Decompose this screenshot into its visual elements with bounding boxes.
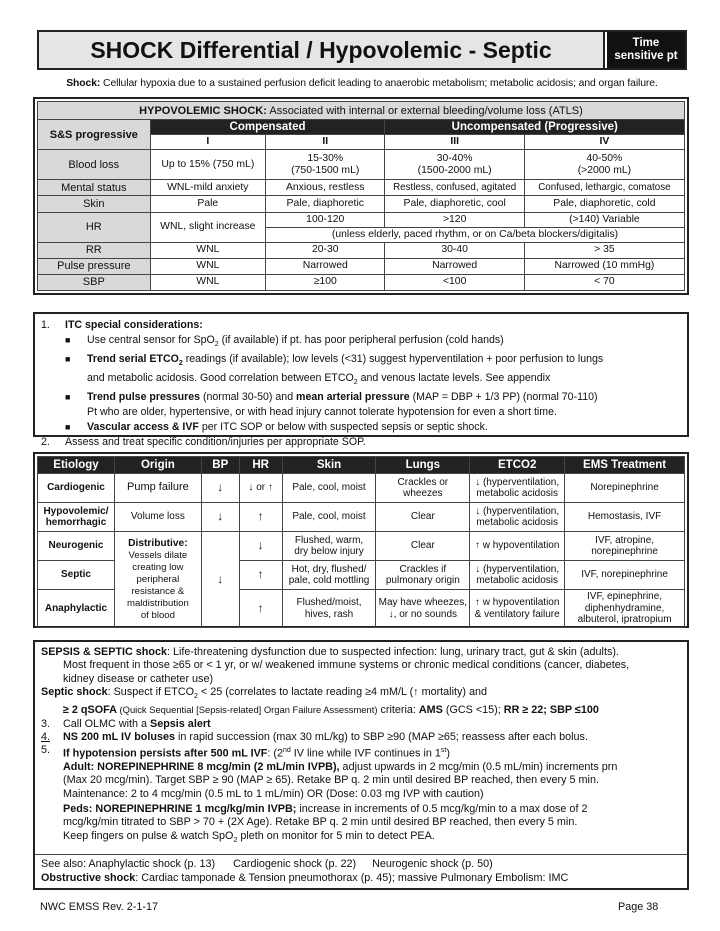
cell-line: Vessels dilate (128, 549, 188, 561)
superscript: nd (283, 747, 291, 755)
subscript: 2 (194, 693, 198, 701)
cell-line: Flushed, warm, (294, 534, 364, 546)
bold-span: Trend serial ETCO (87, 353, 179, 366)
ss-progressive-label: S&S progressive (38, 120, 151, 150)
table-cell: Pale, diaphoretic, cool (385, 196, 524, 212)
table-cell: (unless elderly, paced rhythm, or on Ca/beta blockers/digitalis) (266, 227, 685, 242)
cell-line: & ventilatory failure (474, 608, 560, 620)
etiology-section (33, 452, 689, 628)
see-also-anaphylactic: See also: Anaphylactic shock (p. 13) (41, 858, 216, 870)
bullet-continuation (41, 371, 681, 390)
bullet-continuation: Pt who are older, hypertensive, or with head injury cannot tolerate hypotension for even a short time. (87, 406, 557, 419)
col-header-etiology: Etiology (38, 457, 115, 474)
bullet-icon: ■ (65, 335, 71, 345)
cell-line: Hot, dry, flushed/ (291, 563, 367, 575)
table-cell: IVF, norepinephrine (565, 561, 685, 590)
table-cell (470, 561, 565, 590)
cell-line: metabolic acidosis (476, 517, 559, 528)
cell-line: 15-30% (307, 152, 344, 164)
table-cell: Norepinephrine (565, 474, 685, 503)
row-label-mental-status: Mental status (38, 180, 151, 196)
table-cell: Anxious, restless (266, 180, 385, 196)
bullet-item (41, 352, 681, 371)
see-also-neurogenic: Neurogenic shock (p. 50) (372, 858, 493, 870)
bold-span: RR ≥ 22; SBP ≤100 (503, 704, 599, 717)
table-cell: Confused, lethargic, comatose (524, 180, 684, 196)
sepsis-line: Most frequent in those ≥65 or < 1 yr, or w/ weakened immune systems or chronic medical conditions (cancer, diabetes, (63, 659, 630, 672)
bullet-icon: ■ (65, 422, 71, 433)
superscript: st (440, 747, 447, 755)
bold-span: Trend pulse pressures (87, 391, 201, 404)
compensated-header: Compensated (150, 120, 385, 135)
table-cell (470, 503, 565, 532)
table-cell (376, 474, 470, 503)
see-also-box (35, 854, 687, 888)
table-cell (385, 150, 524, 180)
cell-line: ↓ (hyperventilation, (475, 476, 560, 488)
bullet-item (41, 420, 681, 435)
etiology-hypovolemic (38, 503, 115, 532)
table-cell: ↓ (201, 474, 239, 503)
step-text (63, 744, 450, 761)
class-ii: II (266, 135, 385, 150)
cell-line: wheezes (403, 488, 443, 499)
adult-dose-line: (Max 20 mcg/min). Target SBP ≥ 90 (MAP ≥ 65). Retake BP q. 2 min until desired BP reached, then every 5 min. (63, 774, 599, 787)
subscript: 2 (178, 360, 183, 368)
cell-line: (>2000 mL) (577, 164, 632, 176)
cell-line: norepinephrine (591, 546, 658, 557)
col-header-ems-treatment: EMS Treatment (565, 457, 685, 474)
class-i: I (150, 135, 265, 150)
table-cell (565, 590, 685, 628)
distributive-origin (114, 532, 201, 628)
sepsis-paragraph (41, 646, 681, 659)
text-span: IV line while IVF continues in 1 (290, 747, 441, 760)
text-span: in rapid succession (max 30 mL/kg) to SBP ≥90 (MAP ≥65; reassess after each bolus. (175, 730, 588, 743)
table-cell (282, 532, 376, 561)
bold-span: Vascular access & IVF (87, 421, 199, 434)
table-cell: Pale, diaphoretic, cold (524, 196, 684, 212)
table-cell: ≥100 (266, 274, 385, 290)
table-cell: ↓ (201, 503, 239, 532)
table-cell: ↓ or ↑ (239, 474, 282, 503)
cell-line: pulmonary origin (385, 575, 460, 586)
cell-line: creating low (132, 561, 184, 573)
cell-line: 40-50% (586, 152, 623, 164)
cell-line: dry below injury (294, 546, 364, 557)
shock-def-text: Cellular hypoxia due to a sustained perfusion deficit leading to anaerobic metabolism; metabolic acidosis; and organ failure. (100, 78, 658, 89)
cell-line: of blood (140, 609, 175, 621)
table-cell (565, 532, 685, 561)
badge-line-2: sensitive pt (614, 50, 678, 62)
text-span: and metabolic acidosis. Good correlation between ETCO (87, 372, 354, 385)
table-cell: ↑ (239, 590, 282, 628)
col-header-hr: HR (239, 457, 282, 474)
cell-line: albuterol, ipratropium (577, 614, 672, 626)
bold-span: ≥ 2 qSOFA (63, 704, 117, 717)
footer-revision: NWC EMSS Rev. 2-1-17 (40, 901, 158, 913)
etiology-table (37, 456, 685, 628)
shock-definition (37, 78, 687, 89)
text-span: : (2 (267, 747, 284, 760)
table-cell: ↑ (239, 561, 282, 590)
table-cell: ↑ (239, 503, 282, 532)
step-text (63, 718, 211, 731)
adult-dose-line (41, 761, 681, 774)
item-number: 4. (41, 730, 51, 743)
step-3 (41, 718, 681, 731)
row-label-rr: RR (38, 242, 151, 258)
text-span: : Life-threatening dysfunction due to suspected infection: lung, urinary tract, gut & skin (adults). (167, 646, 619, 658)
row-label-blood-loss: Blood loss (38, 150, 151, 180)
text-span: (MAP = DBP + 1/3 PP) (normal 70-110) (409, 391, 598, 404)
cell-line: May have wheezes, (378, 597, 468, 608)
text-span: : Cardiac tamponade & Tension pneumothorax (p. 45); massive Pulmonary Embolism: IMC (135, 871, 569, 884)
cell-line: pale, cold mottling (288, 575, 370, 586)
itc-title: ITC special considerations: (65, 319, 203, 331)
row-label-pulse-pressure: Pulse pressure (38, 258, 151, 274)
text-span: criteria: (377, 704, 419, 717)
table-cell: >120 (385, 212, 524, 227)
see-also-cardiogenic: Cardiogenic shock (p. 22) (233, 858, 357, 870)
text-span: pleth on monitor for 5 min to detect PEA. (237, 829, 435, 842)
badge-line-1: Time (632, 37, 660, 49)
row-label-sbp: SBP (38, 274, 151, 290)
cell-line: ↑ w hypoventilation (474, 597, 560, 608)
bold-span: mean arterial pressure (296, 391, 410, 404)
cell-line: resistance & (131, 585, 185, 597)
cell-line: ↓ (hyperventilation, (475, 563, 560, 575)
etiology-anaphylactic: Anaphylactic (38, 590, 115, 628)
page-title: SHOCK Differential / Hypovolemic - Septic (39, 32, 605, 68)
subscript: 2 (353, 379, 358, 387)
see-also-line (41, 858, 681, 872)
cell-line: hemorrhagic (45, 517, 107, 528)
hypo-title (38, 102, 685, 120)
table-cell: ↑ w hypoventilation (470, 532, 565, 561)
cell-line: IVF, atropine, (595, 534, 655, 546)
etiology-septic: Septic (38, 561, 115, 590)
obstructive-shock-line (41, 872, 681, 886)
cell-line: Distributive: (128, 537, 188, 549)
text-span: ) (446, 747, 450, 760)
table-cell: Pale, cool, moist (282, 503, 376, 532)
table-cell (376, 561, 470, 590)
bullet-text (87, 420, 488, 435)
table-cell: Volume loss (114, 503, 201, 532)
table-cell: Up to 15% (750 mL) (150, 150, 265, 180)
qsofa-line (41, 703, 681, 717)
text-span: (Quick Sequential [Sepsis-related] Organ Failure Assessment) (116, 704, 378, 716)
footer-page-number: Page 38 (618, 901, 659, 913)
table-cell: Pale (150, 196, 265, 212)
table-cell (282, 590, 376, 628)
item-number: 1. (41, 319, 50, 331)
time-sensitive-badge (607, 32, 685, 68)
col-header-lungs: Lungs (376, 457, 470, 474)
peds-dose-line: mcg/kg/min titrated to SBP > 70 + (2X Age). Retake BP q. 2 min until desired BP reached, then every 5 min. (63, 816, 578, 829)
table-cell: ↓ (201, 532, 239, 628)
table-cell (470, 590, 565, 628)
col-header-skin: Skin (282, 457, 376, 474)
item-number: 5. (41, 744, 51, 757)
itc-item-2 (41, 435, 681, 450)
table-cell: (>140) Variable (524, 212, 684, 227)
table-cell: Hemostasis, IVF (565, 503, 685, 532)
cell-line: (1500-2000 mL) (417, 164, 492, 176)
page-header (37, 30, 687, 70)
table-cell: Narrowed (385, 258, 524, 274)
cell-line: IVF, epinephrine, (587, 591, 663, 603)
table-cell (266, 150, 385, 180)
table-cell: 20-30 (266, 242, 385, 258)
bullet-text (87, 352, 603, 371)
table-cell: Pump failure (114, 474, 201, 503)
bold-span: AMS (418, 704, 443, 717)
table-cell: ↓ (239, 532, 282, 561)
peds-dose-line (41, 830, 681, 847)
text-span: increase in increments of 0.5 mcg/kg/min to a max dose of 2 (296, 803, 588, 816)
cell-line: (750-1500 mL) (291, 164, 360, 176)
table-cell (376, 590, 470, 628)
hypo-title-rest: Associated with internal or external bleeding/volume loss (ATLS) (266, 104, 583, 117)
table-cell: WNL (150, 258, 265, 274)
item-text: Assess and treat specific condition/injuries per appropriate SOP. (65, 436, 366, 449)
bold-span: If hypotension persists after 500 mL IVF (63, 747, 268, 760)
step-5 (41, 744, 681, 761)
bullet-item (41, 390, 681, 405)
table-cell: Pale, diaphoretic (266, 196, 385, 212)
cell-line: 30-40% (436, 152, 473, 164)
text-span: adjust upwards in 2 mcg/min (0.5 mL/min) increments prn (339, 761, 618, 774)
hypovolemic-shock-section (33, 97, 689, 295)
adult-dose-line: Maintenance: 2 to 4 mcg/min (0.5 mL to 1 mL/min) OR (Dose: 0.03 mg IVP with caution) (63, 787, 484, 800)
table-cell (524, 150, 684, 180)
cell-line: metabolic acidosis (476, 575, 559, 586)
cell-line: Hypovolemic/ (43, 505, 109, 517)
hypo-title-bold: HYPOVOLEMIC SHOCK: (139, 104, 267, 117)
table-cell (282, 561, 376, 590)
bold-span: Adult: NOREPINEPHRINE 8 mcg/min (2 mL/min IVPB), (63, 761, 340, 774)
table-cell: WNL (150, 274, 265, 290)
bold-span: Peds: NOREPINEPHRINE 1 mcg/kg/min IVPB; (63, 803, 297, 816)
step-4 (41, 731, 681, 744)
text-span: (if available) if pt. has poor peripheral perfusion (cold hands) (218, 334, 504, 346)
cell-line: diphenhydramine, (584, 602, 665, 614)
bold-span: NS 200 mL IV boluses (63, 730, 176, 743)
table-cell: WNL, slight increase (150, 212, 265, 242)
class-iv: IV (524, 135, 684, 150)
cell-line: ↓ (hyperventilation, (475, 505, 560, 517)
table-cell: Narrowed (266, 258, 385, 274)
col-header-etco2: ETCO2 (470, 457, 565, 474)
table-cell: Pale, cool, moist (282, 474, 376, 503)
bullet-icon: ■ (65, 354, 71, 365)
bullet-text (87, 390, 598, 405)
col-header-origin: Origin (114, 457, 201, 474)
row-label-skin: Skin (38, 196, 151, 212)
bold-span: Sepsis alert (150, 717, 211, 730)
sepsis-line: kidney disease or catheter use) (63, 672, 214, 685)
table-cell: Narrowed (10 mmHg) (524, 258, 684, 274)
bullet-text (87, 333, 504, 352)
subscript: 2 (214, 341, 219, 349)
etiology-neurogenic: Neurogenic (38, 532, 115, 561)
septic-shock-line (41, 686, 681, 703)
itc-item-1 (41, 318, 681, 333)
table-cell: WNL-mild anxiety (150, 180, 265, 196)
table-cell: Restless, confused, agitated (385, 180, 524, 196)
sepsis-section (33, 640, 689, 890)
table-cell: Clear (376, 532, 470, 561)
item-number: 2. (41, 436, 50, 449)
shock-def-label: Shock: (66, 78, 101, 89)
text-span: Use central sensor for SpO (87, 334, 215, 346)
table-cell: <100 (385, 274, 524, 290)
bullet-item (41, 333, 681, 352)
table-cell: WNL (150, 242, 265, 258)
text-span: Call OLMC with a (63, 717, 150, 730)
text-span: and venous lactate levels. See appendix (357, 372, 551, 385)
text-span: (normal 30-50) and (200, 391, 297, 404)
cell-line: Crackles or (397, 476, 449, 488)
table-cell: 30-40 (385, 242, 524, 258)
table-cell: > 35 (524, 242, 684, 258)
hypovolemic-table (37, 101, 685, 291)
table-cell: < 70 (524, 274, 684, 290)
table-cell (470, 474, 565, 503)
peds-dose-line (41, 803, 681, 816)
etiology-cardiogenic: Cardiogenic (38, 474, 115, 503)
cell-line: ↓, or no sounds (388, 608, 458, 620)
text-span: readings (if available); low levels (<31) suggest hyperventilation + poor perfusion to lungs (182, 353, 604, 366)
cell-line: maldistribution (126, 597, 189, 609)
cell-line: hives, rash (304, 608, 354, 620)
bold-span: SEPSIS & SEPTIC shock (41, 646, 168, 658)
cell-line: metabolic acidosis (476, 488, 559, 499)
subscript: 2 (233, 836, 238, 844)
table-cell: Clear (376, 503, 470, 532)
step-text (63, 731, 588, 744)
bold-span: Obstructive shock (41, 871, 136, 884)
bullet-icon: ■ (65, 392, 71, 403)
text-span: per ITC SOP or below with suspected sepsis or septic shock. (198, 421, 488, 434)
text-span: (GCS <15); (442, 704, 504, 717)
text-span: Keep fingers on pulse & watch SpO (63, 829, 234, 842)
cell-line: Flushed/moist, (296, 597, 362, 608)
text-span: : Suspect if ETCO (107, 685, 195, 698)
cell-line: peripheral (136, 573, 180, 585)
bold-span: Septic shock (41, 685, 108, 698)
cell-line: Crackles if (399, 563, 447, 575)
col-header-bp: BP (201, 457, 239, 474)
itc-considerations (33, 312, 689, 449)
text-span: < 25 (correlates to lactate reading ≥4 mM/L (↑ mortality) and (197, 685, 487, 698)
uncompensated-header: Uncompensated (Progressive) (385, 120, 685, 135)
item-number: 3. (41, 717, 51, 730)
row-label-hr: HR (38, 212, 151, 242)
table-cell: 100-120 (266, 212, 385, 227)
class-iii: III (385, 135, 524, 150)
